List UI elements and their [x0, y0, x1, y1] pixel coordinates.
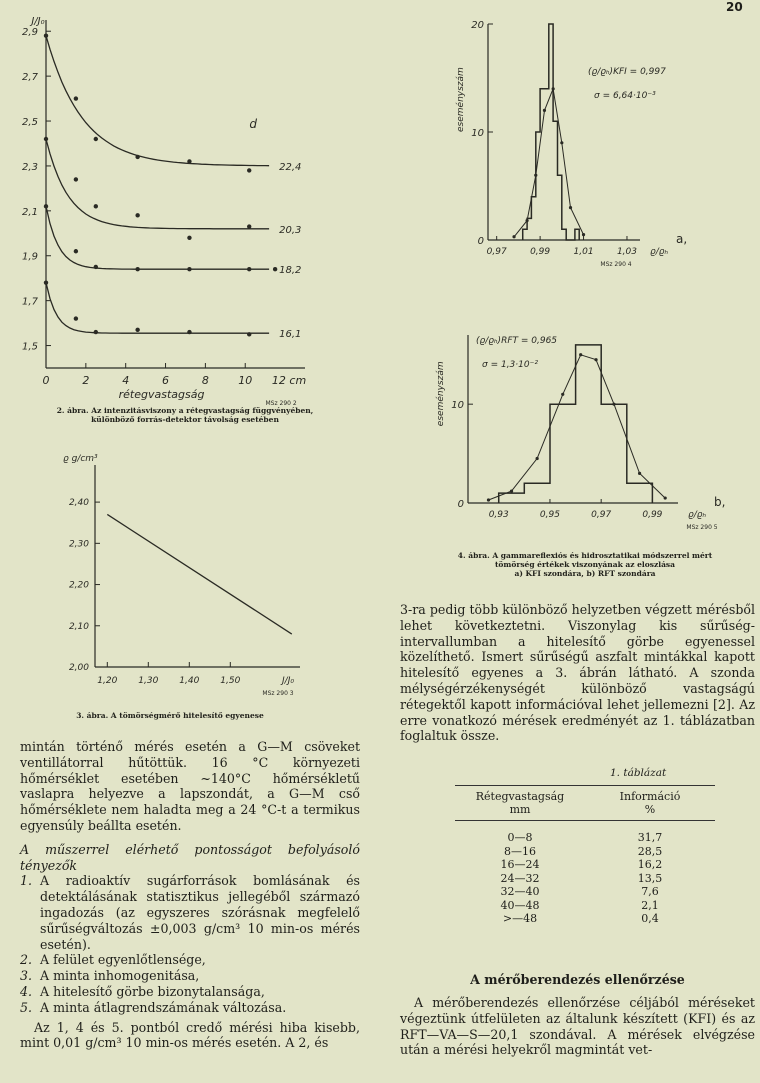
- right-paragraph-2: A mérőberendezés ellenőrzése céljából méréseket végeztünk útfelületen az általunk készített (KFI) és az RFT—VA—S—20,1 szondával. A mérések elvégzése után a mérési helyekről magmintát vet-: [400, 995, 755, 1058]
- annotation-ratio: (ϱ/ϱₕ)KFI = 0,997: [588, 67, 666, 77]
- series-curve-2: [46, 139, 269, 229]
- x-tick-label: 8: [201, 374, 209, 387]
- y-tick-label: 0: [457, 499, 464, 510]
- y-tick-label: 2,9: [22, 27, 38, 39]
- y-tick-label: 0: [477, 236, 484, 247]
- x-axis-title: ϱ/ϱₕ: [650, 247, 669, 257]
- factor-item-number: 4.: [20, 983, 33, 999]
- figure-2-caption-line2: különböző forrás-detektor távolság esetében: [91, 415, 279, 424]
- data-point: [74, 96, 78, 100]
- data-point: [44, 137, 48, 141]
- y-axis-title: eseményszám: [436, 361, 446, 427]
- y-tick-label: 2,3: [22, 161, 38, 173]
- page-number: 20: [726, 0, 743, 14]
- table-cell: 8—16: [504, 844, 536, 858]
- table-header-information-unit: %: [644, 803, 656, 816]
- y-axis-title: ϱ g/cm³: [63, 454, 98, 464]
- y-tick-label: 1,5: [22, 341, 38, 353]
- table-cell: 32—40: [500, 885, 540, 898]
- figure-4a-chart: [440, 10, 700, 280]
- factor-item-3: [20, 968, 360, 984]
- distribution-curve: [514, 89, 583, 237]
- curve-point: [594, 358, 597, 361]
- table-row: [455, 912, 715, 926]
- series-label-1: 22,4: [279, 161, 302, 173]
- distribution-curve: [489, 355, 666, 500]
- series-label-3: 18,2: [279, 265, 302, 277]
- section-heading-accuracy: A műszerrel elérhető pontosságot befolyásoló tényezők: [20, 841, 360, 873]
- table-row: [455, 872, 715, 886]
- right-column-text: [400, 602, 755, 744]
- annotation-sigma: σ = 1,3·10⁻²: [482, 360, 538, 370]
- x-tick-label: 1,30: [138, 676, 159, 686]
- x-tick-label: 1,01: [573, 247, 594, 257]
- x-tick-label: 1,20: [97, 676, 118, 686]
- curve-point: [552, 87, 555, 90]
- x-axis-title: ϱ/ϱₕ: [688, 510, 707, 520]
- legend-title-d: d: [249, 116, 258, 131]
- x-unit-label: 12 cm: [271, 374, 307, 387]
- factor-item-1: [20, 873, 360, 952]
- curve-point: [638, 472, 641, 475]
- figure-2-caption-line1: 2. ábra. Az intenzitásviszony a rétegvastagság függvényében,: [56, 406, 314, 415]
- y-tick-label: 2,7: [22, 72, 38, 84]
- data-point: [135, 267, 139, 271]
- x-tick-label: 4: [122, 374, 130, 387]
- y-tick-label: 10: [471, 128, 484, 139]
- series-label-4: 16,1: [279, 329, 302, 341]
- table-cell: 0—8: [507, 831, 533, 844]
- data-point: [247, 332, 251, 336]
- series-curve-4: [46, 283, 269, 334]
- x-tick-label: 0,97: [486, 247, 507, 257]
- table-row: [455, 885, 715, 899]
- x-tick-label: 0,99: [530, 247, 551, 257]
- curve-point: [536, 457, 539, 460]
- y-tick-label: 1,9: [22, 251, 38, 263]
- figure-3-caption: 3. ábra. A tömörségmérő hitelesítő egyenese: [76, 711, 264, 720]
- factor-item-2: [20, 952, 360, 968]
- factor-item-number: 2.: [20, 952, 33, 968]
- y-tick-label: 2,10: [68, 621, 89, 632]
- table-cell: 40—48: [500, 898, 540, 912]
- curve-point: [534, 174, 537, 177]
- figure-4b-chart: [436, 305, 740, 565]
- y-tick-label: 2,30: [68, 539, 89, 550]
- x-tick-label: 1,50: [220, 676, 241, 686]
- x-tick-label: 0,97: [591, 510, 612, 520]
- figure-2-caption: [20, 406, 350, 424]
- figure-2-chart: [0, 0, 350, 410]
- curve-point: [510, 490, 513, 493]
- y-tick-label: 20: [471, 20, 484, 31]
- panel-label: a,: [676, 232, 688, 246]
- y-tick-label: 2,1: [22, 206, 38, 218]
- x-tick-label: 2: [82, 374, 90, 387]
- factor-item-text: A felület egyenlőtlensége,: [40, 952, 206, 968]
- table-cell: 24—32: [500, 871, 540, 885]
- factor-item-text: A hitelesítő görbe bizonytalansága,: [40, 983, 265, 999]
- table-cell: 13,5: [637, 871, 663, 885]
- data-point: [94, 137, 98, 141]
- figure-4-caption-line2: tömörség értékek viszonyának az eloszlása: [494, 560, 676, 569]
- table-header-thickness-unit: mm: [509, 803, 531, 816]
- y-tick-label: 10: [451, 400, 464, 412]
- table-row: [455, 845, 715, 859]
- table-cell: 31,7: [637, 831, 663, 844]
- y-tick-label: 2,00: [68, 663, 89, 673]
- right-paragraph-1: 3-ra pedig több különböző helyzetben végzett mérésből lehet következtetni. Viszonylag kis sűrűség-intervallumban a hitelesítő görbe egyenessel közelíthető. Ismert sűrűségű aszfalt mintákkal kapott hitelesítő egyenes a 3. ábrán látható. A szonda mélységérzékenységét különböző vastagságú rétegektől kapott információval lehet jellemezni [2]. Az erre vonatkozó mérések eredményét az 1. táblázatban foglaltuk össze.: [400, 602, 755, 744]
- annotation-sigma: σ = 6,64·10⁻³: [594, 91, 656, 101]
- y-axis-title: eseményszám: [456, 67, 466, 132]
- right-paragraph-2-block: [400, 995, 755, 1058]
- series-curve-3: [46, 206, 269, 269]
- curve-point: [569, 206, 572, 209]
- table-row: [455, 831, 715, 845]
- factor-item-4: [20, 984, 360, 1000]
- data-point: [44, 34, 48, 38]
- figure-4-caption-line1: 4. ábra. A gammareflexiós és hidrosztatikai módszerrel mért: [457, 551, 713, 560]
- y-tick-label: 2,20: [68, 580, 89, 591]
- table-cell: >—48: [502, 912, 538, 925]
- table-header-information-label: Információ: [619, 790, 681, 803]
- data-point: [135, 328, 139, 332]
- table-cell: 16—24: [500, 858, 540, 871]
- table-header-information: [585, 790, 715, 816]
- data-point: [135, 213, 139, 217]
- calibration-line: [107, 514, 291, 634]
- factor-item-text: A minta inhomogenitása,: [40, 968, 200, 984]
- data-point: [135, 155, 139, 159]
- table-cell: 7,6: [641, 885, 659, 898]
- data-point: [74, 316, 78, 320]
- section-title-verification: A mérőberendezés ellenőrzése: [470, 972, 685, 987]
- curve-point: [579, 353, 582, 356]
- y-tick-label: 1,7: [22, 296, 38, 308]
- table-header-thickness: [455, 790, 585, 816]
- x-tick-label: 1,03: [616, 247, 637, 257]
- table-body: [455, 821, 715, 926]
- y-tick-label: 2,40: [68, 498, 89, 509]
- curve-point: [561, 393, 564, 396]
- figure-3-code: MSz 290 3: [262, 690, 294, 697]
- left-paragraph-1: mintán történő mérés esetén a G—M csöveket ventillátorral hűtöttük. 16 °C környezeti hőmérséklet esetében ~140°C hőmérsékletű vaslapra helyezve a lapszondát, a G—M cső hőmérséklete nem haladta meg a 24 °C-t a termikus egyensúly beállta esetén.: [20, 739, 360, 833]
- factor-item-number: 3.: [20, 968, 33, 984]
- data-point: [187, 236, 191, 240]
- table-header-thickness-label: Rétegvastagság: [475, 790, 565, 803]
- series-label-2: 20,3: [279, 224, 302, 236]
- table-row: [455, 858, 715, 872]
- table-cell: 2,1: [641, 898, 659, 912]
- figure-4-caption: [435, 551, 735, 578]
- factor-item-number: 1.: [20, 873, 33, 889]
- table-row: [455, 899, 715, 913]
- series-curve-1: [46, 36, 269, 166]
- y-axis-title: J/J₀: [31, 16, 45, 27]
- factor-item-number: 5.: [20, 999, 33, 1015]
- figure-3-chart: [0, 445, 320, 735]
- y-tick-label: 2,5: [22, 117, 38, 129]
- data-point: [44, 204, 48, 208]
- x-tick-label: 0,95: [539, 510, 560, 520]
- x-tick-label: 0,99: [642, 510, 663, 520]
- curve-point: [664, 496, 667, 499]
- figure-2-code: MSz 290 2: [265, 400, 297, 407]
- data-point: [187, 159, 191, 163]
- data-point: [94, 330, 98, 334]
- data-point: [94, 265, 98, 269]
- left-column-text: [20, 739, 360, 1051]
- curve-point: [512, 235, 515, 238]
- accuracy-factors-list: [20, 873, 360, 1015]
- figure-4-code: MSz 290 4: [600, 261, 632, 268]
- data-point: [247, 224, 251, 228]
- curve-point: [525, 219, 528, 222]
- data-point: [44, 280, 48, 284]
- curve-point: [543, 109, 546, 112]
- annotation-ratio: (ϱ/ϱₕ)RFT = 0,965: [476, 336, 558, 346]
- factor-item-5: [20, 1000, 360, 1016]
- table-cell: 28,5: [637, 844, 663, 858]
- figure-4-caption-line3: a) KFI szondára, b) RFT szondára: [514, 569, 656, 578]
- data-point: [247, 168, 251, 172]
- panel-label: b,: [714, 495, 726, 509]
- x-axis-title: J/J₀: [282, 676, 294, 686]
- x-tick-label: 6: [162, 374, 170, 387]
- table-cell: 0,4: [641, 912, 659, 925]
- data-point: [94, 204, 98, 208]
- table-1-title: 1. táblázat: [610, 767, 667, 779]
- curve-point: [560, 141, 563, 144]
- x-tick-label: 0: [42, 374, 50, 387]
- table-cell: 16,2: [637, 858, 663, 871]
- curve-point: [612, 403, 615, 406]
- x-axis-title: rétegvastagság: [118, 388, 205, 401]
- table-1: [455, 785, 715, 926]
- data-point: [247, 267, 251, 271]
- factor-item-text: A radioaktív sugárforrások bomlásának és detektálásának statisztikus jellegéből származó ingadozás (az egyszeres szórásnak megfelelő sűrűségváltozás ±0,003 g/cm³ 10 min-os mérés esetén).: [40, 873, 360, 952]
- figure-4-code: MSz 290 5: [686, 524, 718, 531]
- x-tick-label: 1,40: [179, 676, 200, 686]
- curve-point: [582, 233, 585, 236]
- data-point: [187, 267, 191, 271]
- data-point: [273, 267, 277, 271]
- data-point: [74, 249, 78, 253]
- x-tick-label: 0,93: [488, 510, 509, 520]
- x-tick-label: 10: [238, 374, 253, 387]
- data-point: [187, 330, 191, 334]
- data-point: [74, 177, 78, 181]
- left-paragraph-2: Az 1, 4 és 5. pontból credő mérési hiba kisebb, mint 0,01 g/cm³ 10 min-os mérés esetén. A 2, és: [20, 1019, 360, 1051]
- factor-item-text: A minta átlagrendszámának változása.: [40, 999, 287, 1015]
- curve-point: [487, 498, 490, 501]
